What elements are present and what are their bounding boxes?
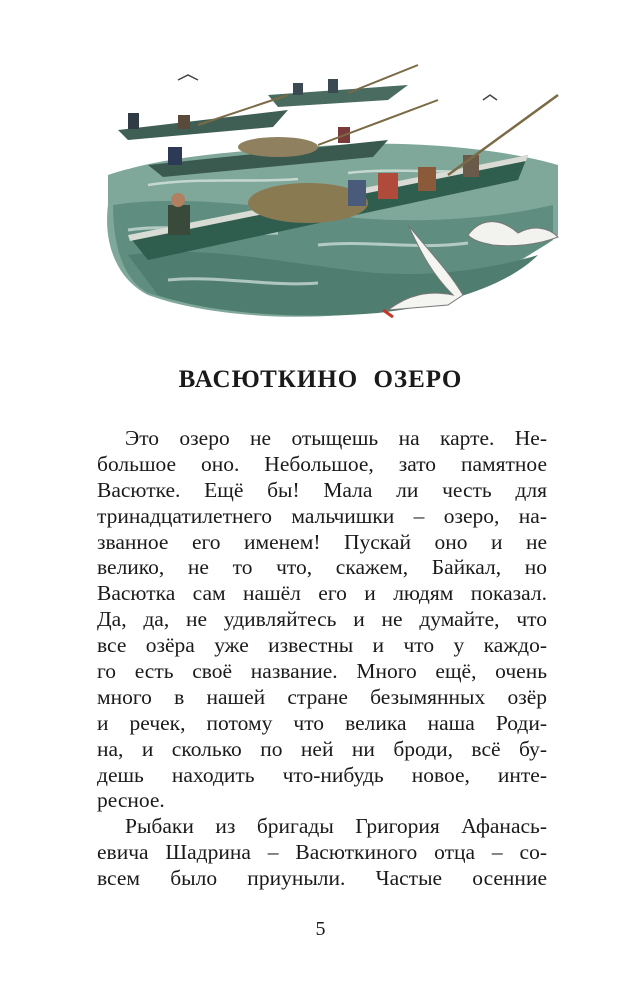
chapter-title: ВАСЮТКИНО ОЗЕРО [178,366,463,393]
text-line: званное его именем! Пускай оно и не [97,529,547,554]
text-line: велико, не то что, скажем, Байкал, но [97,555,547,580]
text-line: дешь находить что-нибудь новое, инте- [97,762,547,787]
text-line: Васютка сам нашёл его и людям показал. [97,581,547,606]
boats-illustration [88,55,578,325]
page-number: 5 [315,918,326,940]
text-line: много в нашей стране безымянных озёр [97,684,547,709]
text-line: го есть своё название. Много ещё, очень [97,659,547,684]
text-line: Васютке. Ещё бы! Мала ли честь для [97,477,547,502]
text-line: евича Шадрина – Васюткиного отца – со- [97,840,547,865]
text-line: ресное. [97,788,165,813]
text-line: все озёра уже известны и что у каждо- [97,633,547,658]
boats-illustration-image [88,55,578,325]
text-line: тринадцатилетнего мальчишки – озеро, на- [97,503,547,528]
text-line: и речек, потому что велика наша Роди- [97,710,547,735]
text-line: Да, да, не удивляйтесь и не думайте, что [97,607,547,632]
text-line: Это озеро не отыщешь на карте. Не- [125,426,547,450]
text-line: всем было приуныли. Частые осенние [97,866,547,891]
text-line: большое оно. Небольшое, зато памятное [97,451,547,476]
text-line: Рыбаки из бригады Григория Афанась- [125,814,547,839]
story-text [97,426,547,892]
text-line: на, и сколько по ней ни броди, всё бу- [97,736,547,761]
